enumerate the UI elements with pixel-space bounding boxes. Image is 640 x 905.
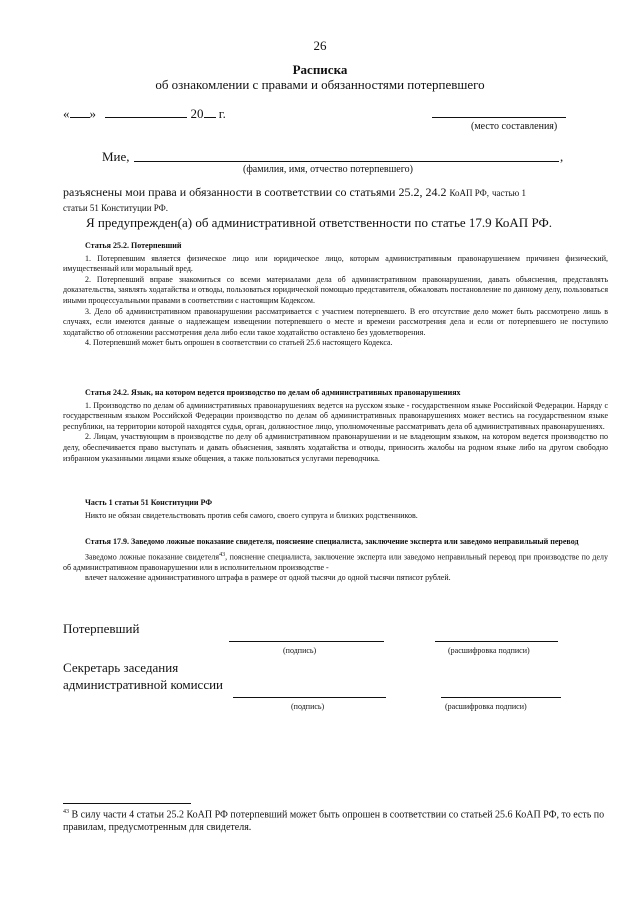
victim-label: Потерпевший	[63, 621, 140, 636]
article-24-2-paragraph: 2. Лицам, участвующим в производстве по делу об административном правонарушении и не владеющим языком, на котором ведется производство по делу, обеспечивается право выступать и давать объяснения, заявлять ходатайства и отводы, приносить жалобы на родном языке либо на другом свободно избранном указанными лицами языке общения, а также пользоваться услугами переводчика.	[63, 432, 608, 463]
explained-koap: КоАП РФ,	[449, 188, 489, 198]
date-field	[63, 106, 226, 122]
article-25-2-paragraph: 1. Потерпевшим является физическое лицо или юридическое лицо, которым административным правонарушением причинен физический, имущественный или моральный вред.	[63, 253, 608, 274]
warning-statement: Я предупрежден(а) об административной ответственности по статье 17.9 КоАП РФ.	[86, 215, 552, 230]
article-25-2	[63, 241, 608, 349]
article-17-9-text: Заведомо ложные показание свидетеля	[85, 552, 220, 562]
article-24-2-heading: Статья 24.2. Язык, на котором ведется производство по делам об административных правонарушениях	[85, 388, 461, 397]
me-comma: ,	[560, 149, 564, 164]
secretary-label: Секретарь заседания	[63, 660, 179, 675]
me-label: Мие,	[102, 149, 130, 164]
article-17-9	[63, 537, 608, 584]
fio-caption: (фамилия, имя, отчество потерпевшего)	[243, 164, 413, 175]
fio-blank	[134, 161, 559, 162]
footnote-number: 43	[63, 809, 69, 815]
victim-signature-blank	[229, 641, 384, 642]
page-number: 26	[313, 38, 327, 53]
month-blank	[105, 106, 187, 118]
footnote-reference: 43	[219, 551, 226, 558]
year-prefix: 20	[190, 106, 204, 121]
secretary-signature-caption: (подпись)	[291, 702, 325, 711]
article-17-9-paragraph: влечет наложение административного штрафа в размере от одной тысячи до одной тысячи пятисот рублей.	[85, 573, 451, 583]
secretary-decoding-blank	[441, 697, 561, 698]
place-blank	[432, 117, 566, 118]
victim-decoding-blank	[435, 641, 558, 642]
article-25-2-paragraph: 3. Дело об административном правонарушении рассматривается с участием потерпевшего. В его отсутствие дело может быть рассмотрено лишь в случаях, если имеются данные о надлежащем извещении потерпевшего о месте и времени рассмотрения дела и если от потерпевшего не поступило ходатайство об отложении рассмотрения дела либо если такое ходатайство оставлено без удовлетворения.	[63, 306, 608, 337]
secretary-signature-blank	[233, 697, 386, 698]
constitution-article-51	[63, 498, 608, 521]
footnote-text: В силу части 4 статьи 25.2 КоАП РФ потерпевший может быть опрошен в соответствии со статьей 25.6 КоАП РФ, то есть по правилам, предусмотренным для свидетеля.	[63, 809, 605, 834]
explained-main: разъяснены мои права и обязанности в соответствии со статьями 25.2, 24.2	[63, 185, 450, 199]
explained-line2: статьи 51 Конституции РФ.	[63, 203, 168, 213]
place-caption: (место составления)	[471, 121, 558, 132]
footnote-separator	[63, 803, 191, 804]
article-25-2-heading: Статья 25.2. Потерпевший	[85, 241, 182, 250]
victim-signature-caption: (подпись)	[283, 646, 317, 655]
secretary-decoding-caption: (расшифровка подписи)	[445, 702, 527, 711]
document-subtitle: об ознакомлении с правами и обязанностями потерпевшего	[155, 77, 485, 92]
article-17-9-paragraph	[63, 550, 608, 574]
year-blank	[204, 106, 216, 118]
article-24-2-paragraph: 1. Производство по делам об административных правонарушениях ведется на русском языке - государственном языке Российской Федерации. Наряду с государственным языком Российской Федерации производство по делам об административных правонарушениях может вестись на государственном языке республики, на территории которой находятся судья, орган, должностное лицо, уполномоченные рассматривать дела об административных правонарушениях.	[63, 400, 608, 431]
article-17-9-text-cont: , пояснение специалиста, заключение эксперта или заведомо неправильный перевод при производстве по делу об административном правонарушении или в исполнительном производстве -	[63, 552, 608, 572]
footnote	[63, 806, 608, 834]
article-25-2-paragraph: 2. Потерпевший вправе знакомиться со всеми материалами дела об административном правонарушении, давать объяснения, представлять доказательства, заявлять ходатайства и отводы, пользоваться юридической помощью представителя, обжаловать постановление по данному делу, пользоваться иными процессуальными правами в соответствии с настоящим Кодексом.	[63, 274, 608, 305]
article-25-2-paragraph: 4. Потерпевший может быть опрошен в соответствии со статьей 25.6 настоящего Кодекса.	[85, 338, 393, 348]
constitution-paragraph: Никто не обязан свидетельствовать против себя самого, своего супруга и близких родственников.	[85, 510, 418, 520]
rights-explained-statement	[63, 185, 608, 215]
explained-part: частью 1	[492, 188, 527, 198]
date-close-quote: »	[89, 106, 96, 121]
article-24-2	[63, 388, 608, 464]
document-title: Расписка	[292, 62, 348, 77]
victim-decoding-caption: (расшифровка подписи)	[448, 646, 530, 655]
year-suffix: г.	[218, 106, 226, 121]
date-open-quote: «	[63, 106, 70, 121]
constitution-heading: Часть 1 статьи 51 Конституции РФ	[85, 498, 213, 507]
secretary-label-line2: административной комиссии	[63, 677, 224, 692]
day-blank	[70, 106, 90, 118]
article-17-9-heading: Статья 17.9. Заведомо ложные показание свидетеля, пояснение специалиста, заключение эксперта или заведомо неправильный перевод	[85, 537, 579, 546]
